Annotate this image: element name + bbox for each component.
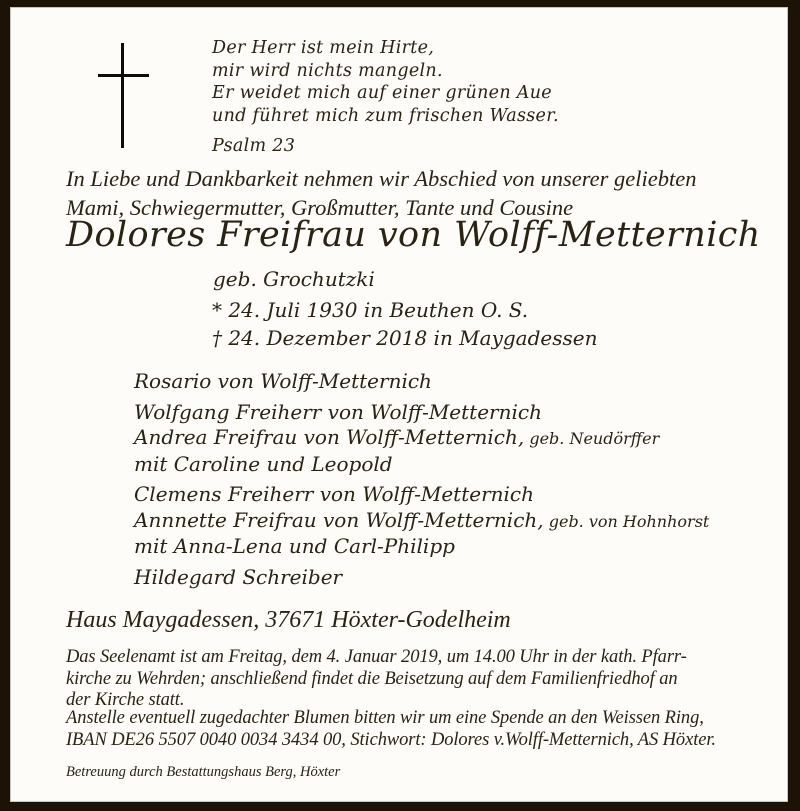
mourner-name	[134, 508, 709, 535]
donation-info-line: IBAN DE26 5507 0040 0034 3434 00, Stichwort: Dolores v.Wolff-Metternich, AS Höxter.	[66, 729, 716, 750]
psalm-line: mir wird nichts mangeln.	[212, 60, 443, 81]
cross-vertical-bar	[121, 43, 124, 148]
intro-line: In Liebe und Dankbarkeit nehmen wir Abschied von unserer geliebten	[66, 166, 697, 191]
mourner-name: Rosario von Wolff-Metternich	[134, 369, 432, 393]
mourner-name	[134, 425, 709, 452]
service-info-line: kirche zu Wehrden; anschließend findet die Beisetzung auf dem Familienfriedhof an	[66, 668, 678, 689]
mourner-name: Wolfgang Freiherr von Wolff-Metternich	[134, 399, 542, 424]
psalm-line: Er weidet mich auf einer grünen Aue	[212, 83, 552, 103]
mourner-maiden-suffix: geb. Neudörffer	[524, 429, 660, 448]
maiden-name: geb. Grochutzki	[213, 267, 375, 291]
death-date: † 24. Dezember 2018 in Maygadessen	[212, 325, 598, 350]
address-line: Haus Maygadessen, 37671 Höxter-Godelheim	[66, 607, 511, 633]
service-info	[66, 647, 687, 712]
mourner-name: Hildegard Schreiber	[134, 564, 343, 589]
donation-info	[66, 708, 716, 751]
mourner-group	[134, 482, 709, 560]
mourner-name-main: Annnette Freifrau von Wolff-Metternich,	[134, 507, 544, 532]
mourner-name-main: Andrea Freifrau von Wolff-Metternich,	[134, 425, 525, 449]
intro-line: Mami, Schwiegermutter, Großmutter, Tante und Cousine	[66, 194, 574, 220]
mourner-group	[134, 369, 709, 395]
psalm-line: und führet mich zum frischen Wasser.	[212, 105, 559, 126]
birth-date: * 24. Juli 1930 in Beuthen O. S.	[212, 298, 529, 322]
psalm-line: Der Herr ist mein Hirte,	[212, 38, 435, 58]
psalm-quote	[212, 37, 559, 158]
psalm-source: Psalm 23	[212, 136, 296, 156]
mourner-children: mit Anna-Lena und Carl-Philipp	[134, 534, 455, 558]
deceased-name: Dolores Freifrau von Wolff-Metternich	[66, 215, 761, 255]
mourner-group	[134, 400, 709, 478]
mourner-children: mit Caroline und Leopold	[134, 451, 393, 476]
obituary-page	[10, 7, 788, 802]
cross-horizontal-bar	[98, 74, 149, 77]
mourner-maiden-suffix: geb. von Hohnhorst	[543, 511, 710, 531]
mourner-name: Clemens Freiherr von Wolff-Metternich	[134, 482, 534, 506]
funeral-home-note: Betreuung durch Bestattungshaus Berg, Höxter	[66, 764, 341, 780]
service-info-line: Das Seelenamt ist am Freitag, dem 4. Januar 2019, um 14.00 Uhr in der kath. Pfarr-	[66, 647, 687, 667]
life-dates	[212, 297, 598, 352]
donation-info-line: Anstelle eventuell zugedachter Blumen bitten wir um eine Spende an den Weissen Ring,	[66, 708, 704, 728]
mourner-group	[134, 565, 709, 591]
mourners-list	[134, 369, 709, 595]
service-info-line: der Kirche statt.	[66, 690, 185, 710]
